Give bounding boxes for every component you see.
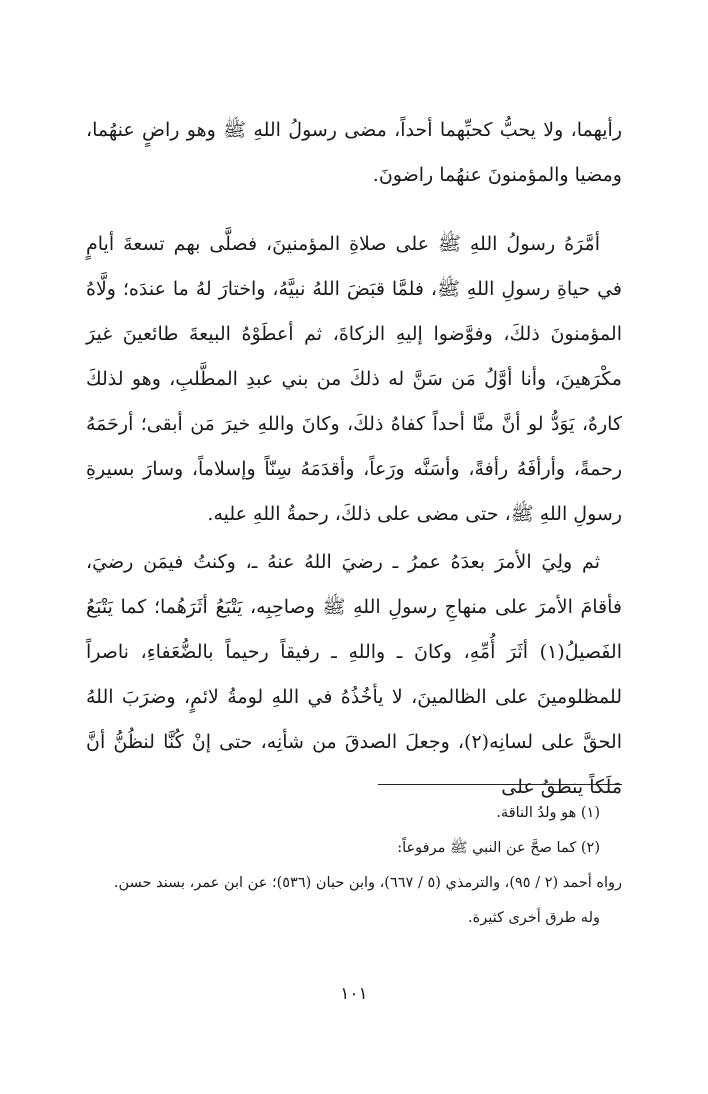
body-paragraph-3: ثم ولِيَ الأمرَ بعدَهُ عمرُ ـ رضيَ اللهُ عنهُ ـ، وكنتُ فيمَن رضيَ، فأقامَ الأمرَ على منهاجِ رسولِ اللهِ ﷺ وصاحِبِه، يَتْبَعُ أثَرَهُما؛ كما يَتْبَعُ الفَصيلُ(١) أثَرَ أُمِّهِ، وكانَ ـ واللهِ ـ رفيقاً رحيماً بالضُّعَفاءِ، ناصراً للمظلومينَ على الظالمينَ، لا يأخُذُهُ في اللهِ لومةُ لائمٍ، وضرَبَ اللهُ الحقَّ على لسانِه(٢)، وجعلَ الصدقَ من شأنِه، حتى إنْ كُنَّا لنظُنُّ أنَّ مَلَكاً ينطقُ على <box>86 551 622 798</box>
footnote-2: (٢) كما صحَّ عن النبي ﷺ مرفوعاً: <box>397 840 600 856</box>
body-paragraph-1: رأيهما، ولا يحبُّ كحبِّهما أحداً، مضى رسولُ اللهِ ﷺ وهو راضٍ عنهُما، ومضيا والمؤمنونَ عنهُما راضونَ. <box>86 119 622 186</box>
footnote-2-note: وله طرق أخرى كثيرة. <box>467 910 600 926</box>
body-paragraph-2: أمَّرَهُ رسولُ اللهِ ﷺ على صلاةِ المؤمنينَ، فصلَّى بهم تسعةَ أيامٍ في حياةِ رسولِ اللهِ ﷺ، فلمَّا قبَضَ اللهُ نبيَّهُ، واختارَ لهُ ما عندَه؛ ولَّاهُ المؤمنونَ ذلكَ، وفوَّضوا إليهِ الزكاةَ، ثم أعطَوْهُ البيعةَ طائعينَ غيرَ مكْرَهينَ، وأنا أوَّلُ مَن سَنَّ له ذلكَ من بني عبدِ المطَّلبِ، وهو لذلكَ كارهٌ، يَوَدُّ لو أنَّ منَّا أحداً كفاهُ ذلكَ، وكانَ واللهِ خيرَ مَن أبقى؛ أرحَمَهُ رحمةً، وأرأفَهُ رأفةً، وأسَنَّه ورَعاً، وأقدَمَهُ سِنّاً وإسلاماً، وسارَ بسيرةِ رسولِ اللهِ ﷺ، حتى مضى على ذلكَ، رحمةُ اللهِ عليه. <box>86 233 622 525</box>
footnotes <box>86 796 622 936</box>
footnote-2-citation: رواه أحمد (٢ / ٩٥)، والترمذي (٥ / ٦٦٧)، وابن حبان (٥٣٦)؛ عن ابن عمر، بسند حسن. <box>113 875 622 891</box>
footnote-1: (١) هو ولدُ الناقة. <box>496 805 600 821</box>
page-number: ١٠١ <box>340 984 368 1004</box>
footnote-separator <box>378 784 622 785</box>
